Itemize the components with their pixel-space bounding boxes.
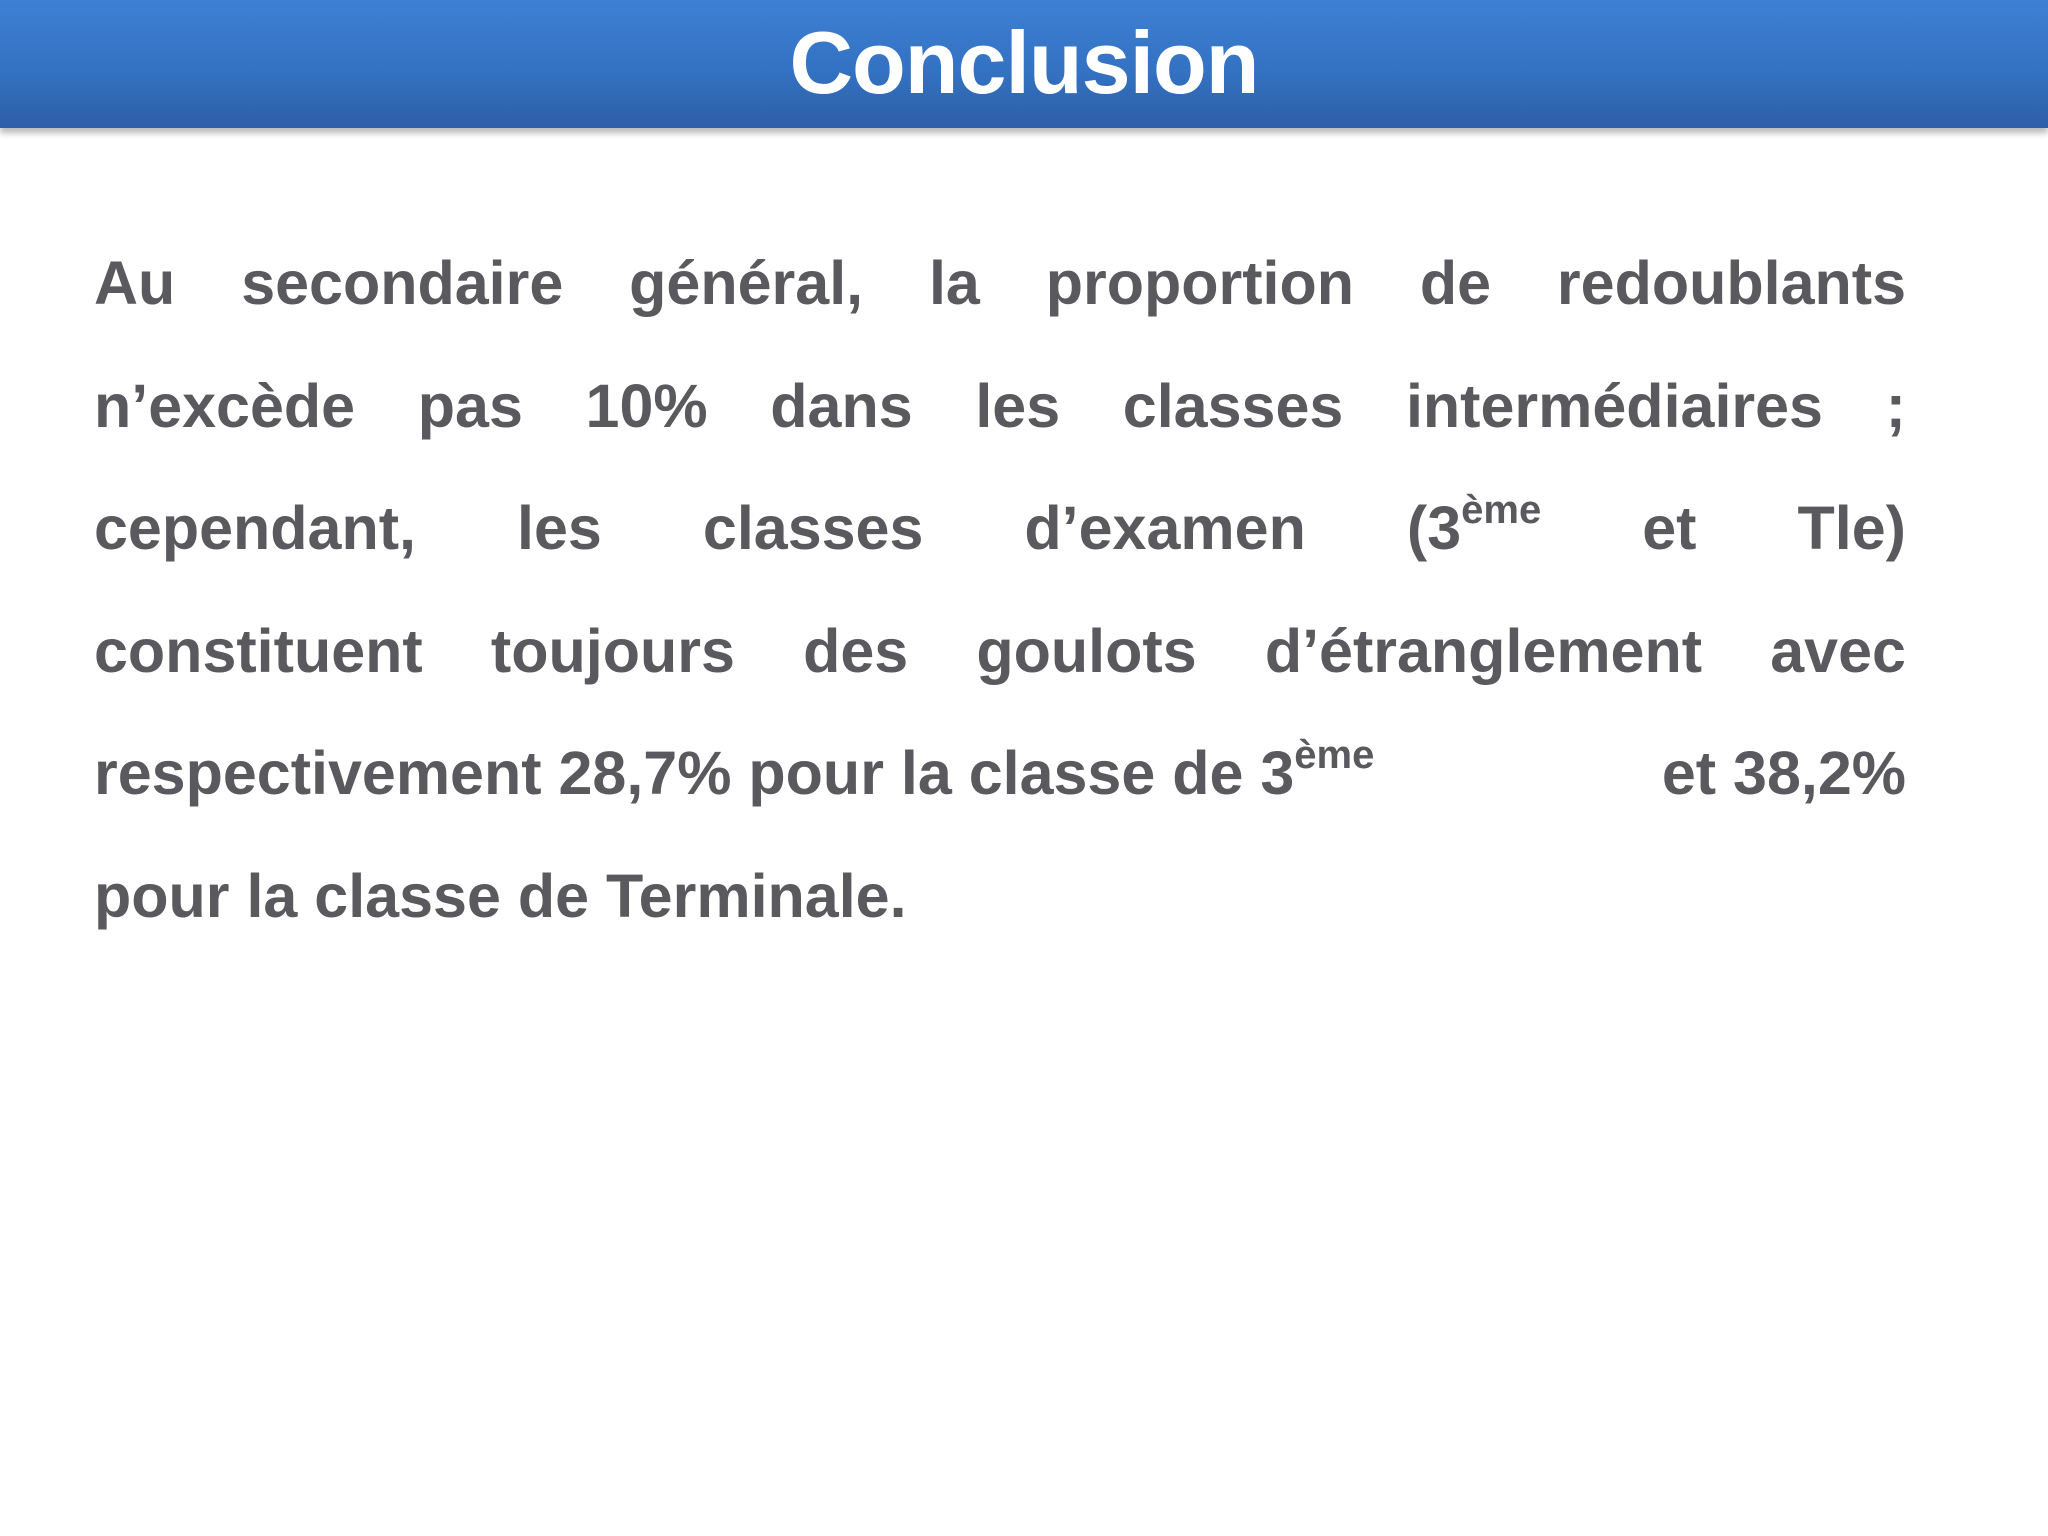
title-bar — [0, 0, 2048, 128]
word: toujours — [490, 616, 735, 685]
word: et — [1642, 494, 1697, 562]
word: intermédiaires — [1405, 371, 1823, 440]
word: général, — [629, 249, 864, 317]
paragraph-line-1 — [94, 222, 1906, 345]
segment-text: respectivement 28,7% pour la classe de 3 — [94, 739, 1295, 807]
slide-title: Conclusion — [789, 13, 1259, 112]
word: cependant, — [94, 494, 417, 562]
paragraph-line-5 — [94, 712, 1906, 835]
word: les — [517, 494, 602, 562]
paragraph-line-6: pour la classe de Terminale. — [94, 861, 907, 930]
word: secondaire — [241, 249, 564, 317]
word: Tle) — [1797, 494, 1906, 562]
word: des — [803, 616, 909, 685]
paragraph-line-4 — [94, 590, 1906, 713]
word: ; — [1885, 371, 1906, 440]
word: d’examen — [1024, 494, 1306, 562]
paragraph-line-3 — [94, 467, 1906, 590]
word: n’excède — [94, 371, 356, 440]
superscript: ème — [1294, 733, 1375, 777]
word: 10% — [585, 371, 708, 440]
word: avec — [1770, 616, 1906, 685]
word: les — [975, 371, 1061, 440]
word: de — [1419, 249, 1492, 317]
paragraph-line-2 — [94, 345, 1906, 468]
word: la — [928, 249, 980, 317]
word-base: (3 — [1406, 494, 1462, 562]
word: proportion — [1045, 249, 1354, 317]
text-segment: et 38,2% — [1661, 739, 1906, 807]
word: constituent — [94, 616, 423, 685]
word: Au — [94, 249, 176, 317]
word-with-superscript — [1407, 467, 1541, 590]
word: d’étranglement — [1264, 616, 1703, 685]
word: pas — [417, 371, 523, 440]
text-segment — [94, 712, 1374, 835]
word: classes — [702, 494, 924, 562]
word: classes — [1122, 371, 1344, 440]
conclusion-paragraph — [94, 222, 1906, 957]
word: redoublants — [1556, 249, 1906, 317]
word: goulots — [976, 616, 1197, 685]
superscript: ème — [1461, 488, 1542, 532]
word: dans — [770, 371, 913, 440]
